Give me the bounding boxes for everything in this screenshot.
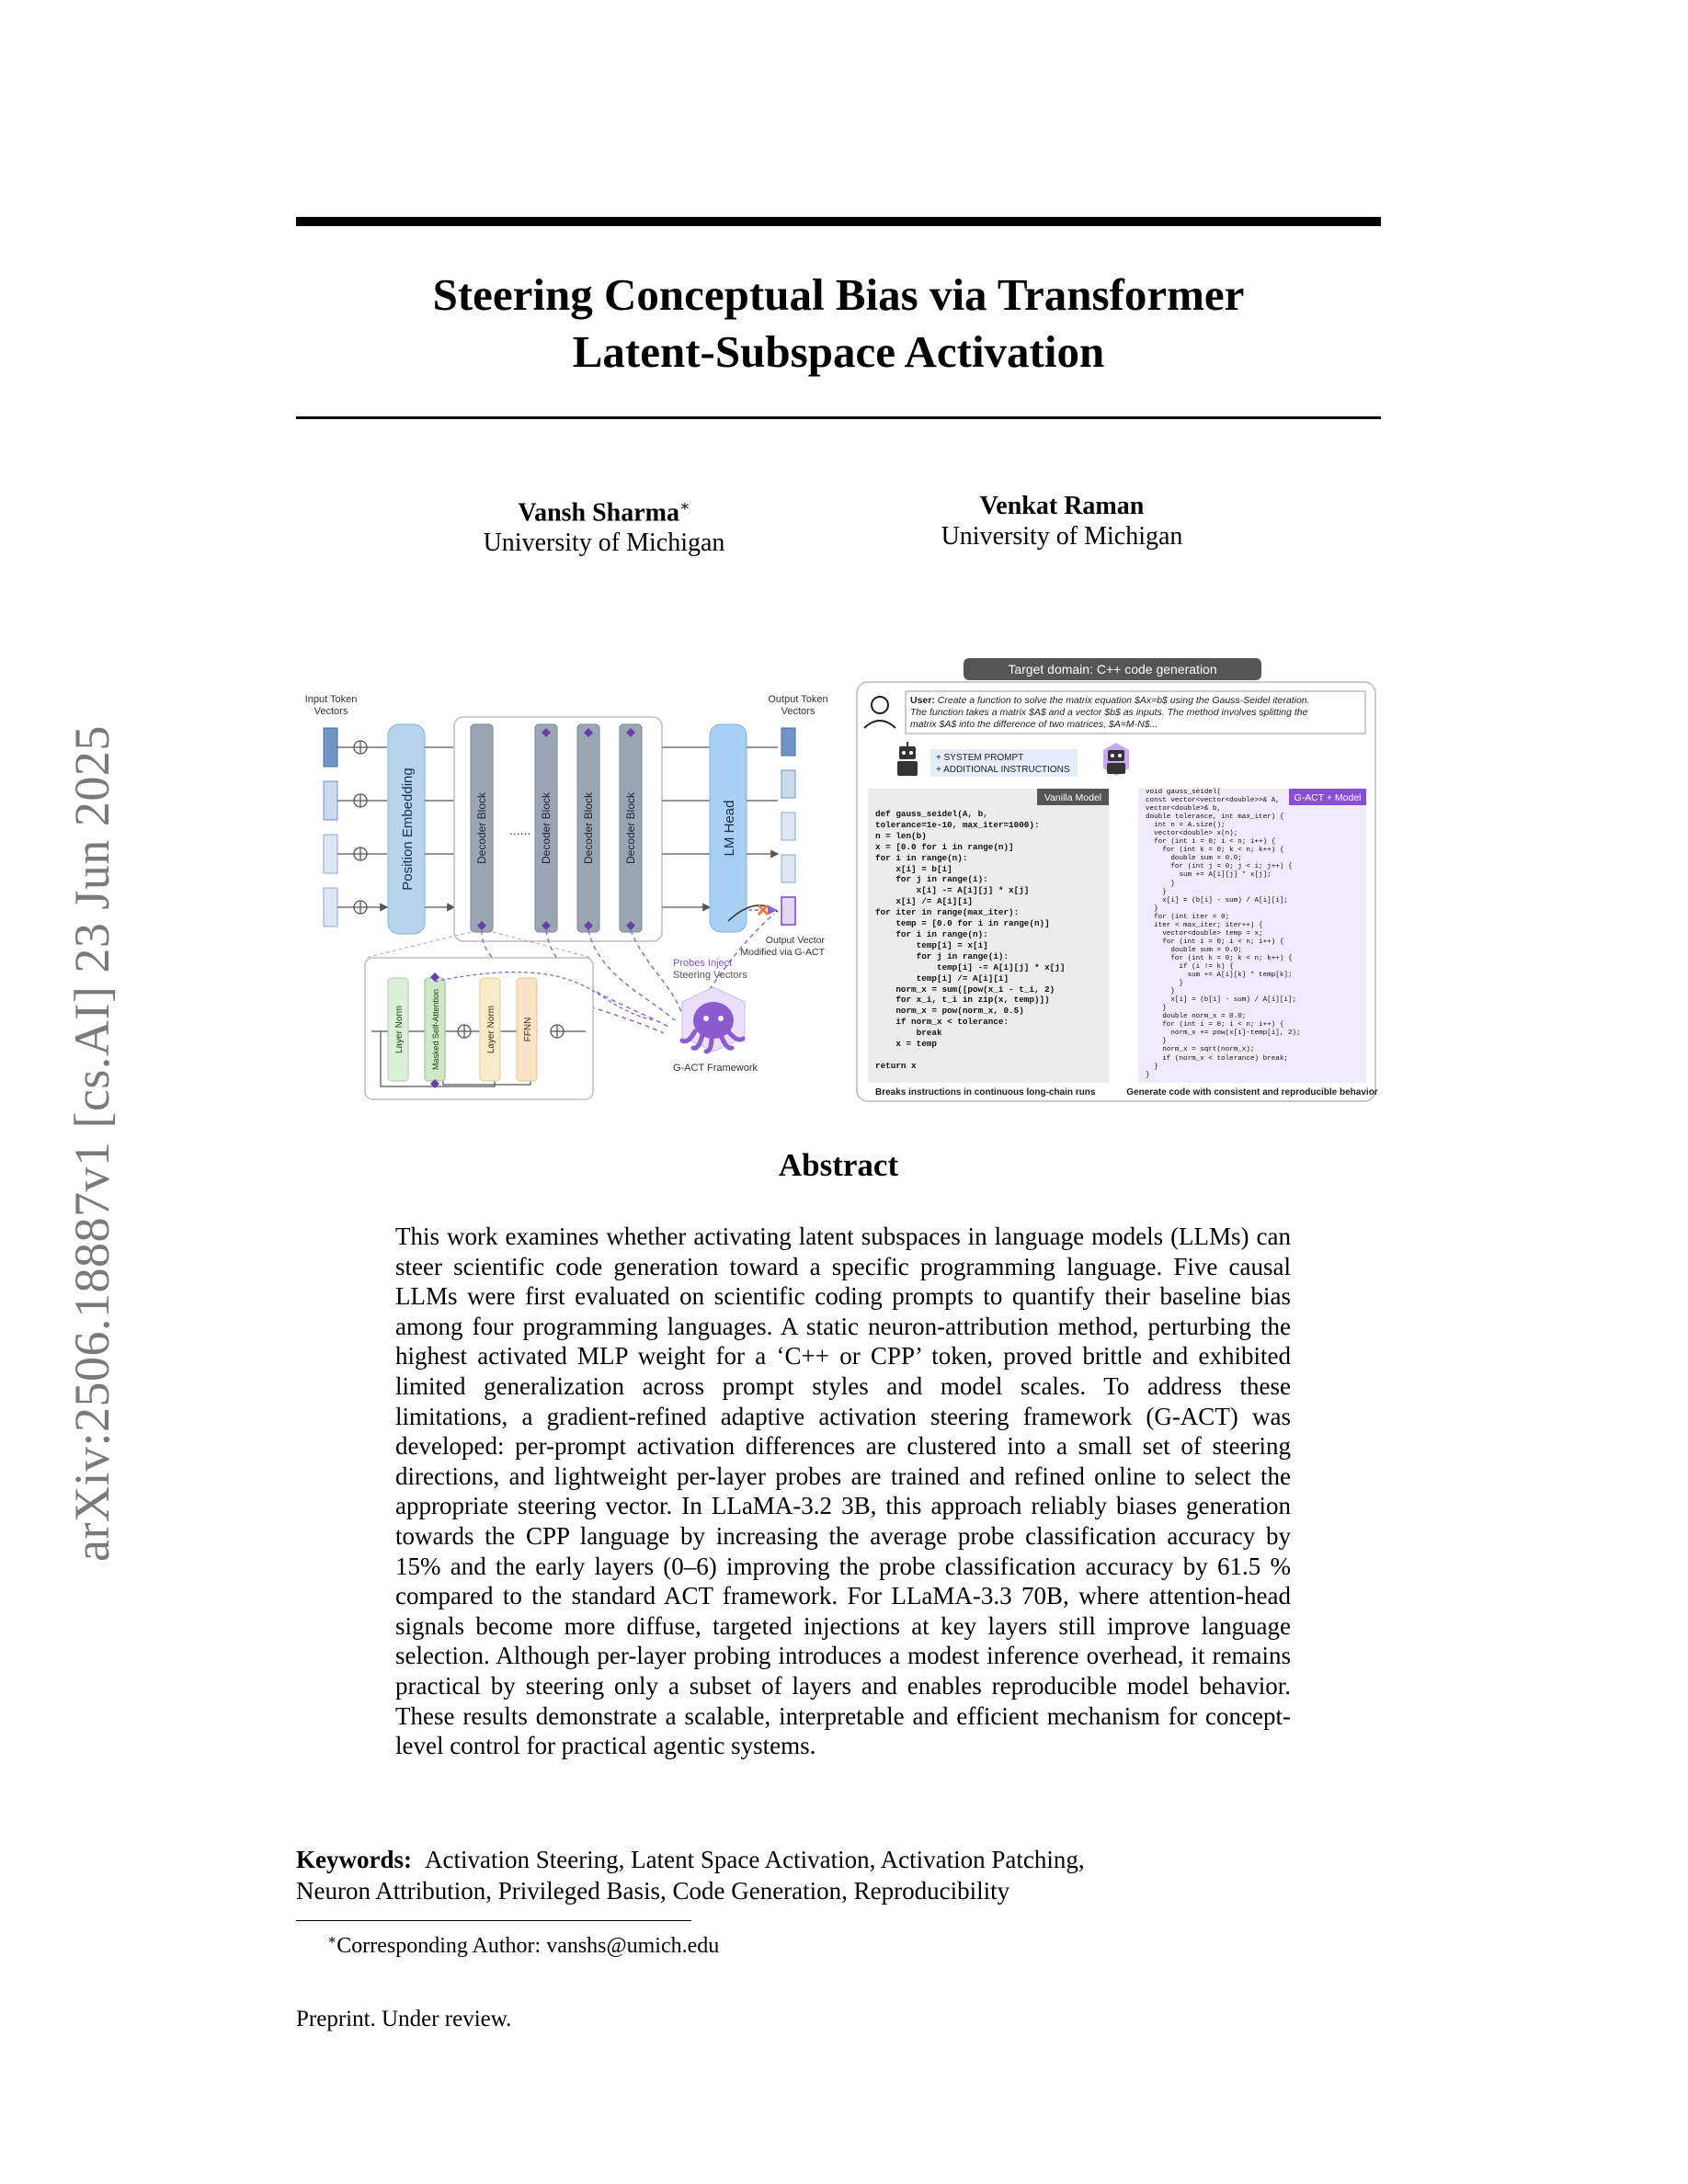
code-line: x = [0.0 for i in range(n)] xyxy=(875,841,1014,852)
output-modified-2: Modified via G-ACT xyxy=(740,947,825,958)
code-line: const vector<vector<double>>& A, xyxy=(1146,797,1280,805)
arxiv-side-label: arXiv:2506.18887v1 [cs.AI] 23 Jun 2025 xyxy=(64,725,120,1562)
code-line: for i in range(n): xyxy=(875,852,968,863)
code-line: } xyxy=(1146,988,1175,996)
keywords xyxy=(296,1844,1215,1906)
additional-instructions-label: + ADDITIONAL INSTRUCTIONS xyxy=(936,765,1070,775)
code-line: } xyxy=(1146,888,1167,896)
title-line-2: Latent-Subspace Activation xyxy=(572,326,1105,377)
code-line: x[i] = (b[i] - sum) / A[i][i]; xyxy=(1146,896,1288,904)
code-line: return x xyxy=(875,1060,917,1071)
code-line: for x_i, t_i in zip(x, temp)]) xyxy=(875,995,1050,1006)
author-mark: ∗ xyxy=(679,497,690,515)
probes-label-2: Steering Vectors xyxy=(673,970,747,981)
footnote-rule xyxy=(296,1920,691,1921)
gact-code xyxy=(1146,789,1301,1080)
code-line: sum += A[i][k] * temp[k]; xyxy=(1146,972,1293,980)
framework-label: G-ACT Framework xyxy=(672,1063,758,1074)
layer-norm-label: Layer Norm xyxy=(394,1005,405,1054)
input-vector xyxy=(324,835,337,873)
code-line: x[i] = (b[i] - sum) / A[i][i]; xyxy=(1146,996,1297,1005)
title-line-1: Steering Conceptual Bias via Transformer xyxy=(432,269,1245,320)
code-line: norm_x += pow(x[i]-temp[i], 2); xyxy=(1146,1029,1301,1038)
code-line: temp[i] = x[i] xyxy=(875,939,988,950)
user-prompt-line-2: The function takes a matrix $A$ and a vector $b$ as inputs. The method involves splitting the xyxy=(910,707,1308,718)
code-line: temp[i] -= A[i][j] * x[j] xyxy=(875,961,1066,973)
code-line: double sum = 0.0; xyxy=(1146,946,1242,954)
code-line: for (int j = 0; j < i; j++) { xyxy=(1146,863,1293,871)
input-vector xyxy=(324,728,337,767)
footnote-mark: ∗ xyxy=(327,1933,337,1948)
vanilla-code xyxy=(875,809,1065,1072)
code-line: if norm_x < tolerance: xyxy=(875,1017,1009,1028)
lm-head-label: LM Head xyxy=(722,800,737,857)
author-name: Venkat Raman xyxy=(979,492,1145,520)
paper-title xyxy=(296,267,1381,381)
code-line: double tolerance, int max_iter) { xyxy=(1146,813,1284,822)
code-line: vector<double> temp = x; xyxy=(1146,929,1263,938)
system-prompt-label: + SYSTEM PROMPT xyxy=(936,753,1024,763)
output-vector xyxy=(781,770,795,798)
output-label-2: Vectors xyxy=(781,706,815,717)
decoder-block-label: Decoder Block xyxy=(624,791,637,865)
code-line: n = len(b) xyxy=(875,830,927,841)
code-line xyxy=(875,1050,1065,1061)
author-name: Vansh Sharma xyxy=(518,498,680,528)
code-line: for i in range(n): xyxy=(875,928,988,939)
decoder-block-label: Decoder Block xyxy=(540,791,553,865)
title-bottom-rule xyxy=(296,416,1381,419)
code-line: for iter in range(max_iter): xyxy=(875,907,1020,918)
code-line: temp[i] /= A[i][i] xyxy=(875,973,1009,984)
domain-label: Target domain: C++ code generation xyxy=(1008,662,1217,677)
code-line: if (norm_x < tolerance) break; xyxy=(1146,1054,1288,1063)
masked-attention-label: Masked Self-Attention xyxy=(431,988,440,1071)
input-label-2: Vectors xyxy=(314,706,348,717)
code-line: for (int k = 0; k < n; k++) { xyxy=(1146,847,1284,855)
code-line: } xyxy=(1146,1005,1167,1013)
code-line: for (int k = 0; k < n; k++) { xyxy=(1146,954,1293,962)
keywords-label: Keywords: xyxy=(296,1846,412,1873)
code-line: } xyxy=(1146,1038,1167,1046)
code-line: temp = [0.0 for i in range(n)] xyxy=(875,918,1050,929)
output-vector xyxy=(781,813,795,840)
code-line: } xyxy=(1146,980,1184,988)
position-embedding-label: Position Embedding xyxy=(400,768,416,891)
author-1 xyxy=(393,491,815,558)
code-line: double sum = 0.0; xyxy=(1146,855,1242,863)
input-label-1: Input Token xyxy=(304,694,358,705)
code-line: vector<double> x(n); xyxy=(1146,830,1238,838)
code-line: vector<double>& b, xyxy=(1146,805,1222,813)
decoder-block-label: Decoder Block xyxy=(475,791,488,865)
code-line: tolerance=1e-10, max_iter=1000): xyxy=(875,819,1040,830)
output-vector xyxy=(781,855,795,882)
code-line: for j in range(i): xyxy=(875,874,988,885)
output-modified-1: Output Vector xyxy=(765,935,825,946)
author-2 xyxy=(850,491,1273,552)
ffnn-label: FFNN xyxy=(523,1017,533,1042)
code-line: x[i] -= A[i][j] * x[j] xyxy=(875,885,1030,896)
code-line: x[i] /= A[i][i] xyxy=(875,896,974,907)
vanilla-label: Vanilla Model xyxy=(1044,792,1102,803)
robot-icon xyxy=(897,742,918,776)
code-line: break xyxy=(875,1028,942,1039)
probes-label-1: Probes Inject xyxy=(673,958,733,969)
decoder-block-label: Decoder Block xyxy=(582,791,595,865)
code-line: } xyxy=(1146,880,1175,888)
code-line: norm_x = pow(norm_x, 0.5) xyxy=(875,1006,1024,1017)
code-line: for (int i = 0; i < n; i++) { xyxy=(1146,938,1284,946)
blocked-cross-icon xyxy=(758,905,768,915)
layer-norm-label: Layer Norm xyxy=(486,1005,496,1054)
gact-label: G-ACT + Model xyxy=(1294,792,1362,803)
author-affiliation: University of Michigan xyxy=(941,522,1183,551)
code-line: for j in range(i): xyxy=(875,950,1009,961)
code-line: x[i] = b[i] xyxy=(875,863,952,874)
preprint-note: Preprint. Under review. xyxy=(296,2007,512,2031)
overview-figure xyxy=(296,654,1381,1105)
code-line: for (int iter = 0; xyxy=(1146,913,1230,921)
footnote-text: Corresponding Author: vanshs@umich.edu xyxy=(336,1934,720,1958)
code-line: double norm_x = 0.0; xyxy=(1146,1013,1247,1021)
code-line: } xyxy=(1146,1063,1158,1071)
code-line: } xyxy=(1146,1071,1150,1079)
abstract-text: This work examines whether activating latent subspaces in language models (LLMs) can steer scientific code generation toward a specific programming language. Five causal LLMs were first evaluated on scientific coding prompts to quantify their baseline bias among four programming languages. A static neuron-attribution method, perturbing the highest activated MLP weight for a ‘C++ or CPP’ token, proved brittle and exhibited limited generalization across prompt styles and model scales. To address these limitations, a gradient-refined adaptive activation steering framework (G-ACT) was developed: per-prompt activation differences are clustered into a small set of steering directions, and lightweight per-layer probes are trained and refined online to select the appropriate steering vector. In LLaMA-3.2 3B, this approach reliably biases generation towards the CPP language by increasing the average probe classification accuracy by 15% and the early layers (0–6) improving the probe classification accuracy by 61.5 % compared to the standard ACT framework. For LLaMA-3.3 70B, where attention-head signals become more diffuse, targeted injections at key layers still improve language selection. Although per-layer probing introduces a modest inference overhead, it remains practical by steering only a subset of layers and enables reproducible model behavior. These results demonstrate a scalable, interpretable and efficient mechanism for concept-level control for practical agentic systems. xyxy=(395,1223,1291,1760)
code-line: int n = A.size(); xyxy=(1146,822,1226,830)
code-line: for (int i = 0; i < n; i++) { xyxy=(1146,838,1276,847)
input-vector xyxy=(324,781,337,820)
abstract-body xyxy=(395,1222,1291,1761)
user-prompt-line-3: matrix $A$ into the difference of two matrices, $A=M-N$... xyxy=(910,719,1158,730)
vanilla-caption: Breaks instructions in continuous long-chain runs xyxy=(875,1087,1096,1098)
code-line: sum += A[i][j] * x[j]; xyxy=(1146,871,1272,880)
output-vector xyxy=(781,728,795,756)
output-label-1: Output Token xyxy=(768,694,828,705)
octopus-icon xyxy=(682,987,745,1052)
footnote xyxy=(327,1927,719,1960)
decoder-dots: ...... xyxy=(509,823,531,837)
gact-caption: Generate code with consistent and reproducible behavior xyxy=(1126,1087,1378,1098)
code-line: void gauss_seidel( xyxy=(1146,789,1222,796)
title-top-rule xyxy=(296,217,1381,226)
code-line: for (int i = 0; i < n; i++) { xyxy=(1146,1021,1284,1029)
author-affiliation: University of Michigan xyxy=(483,529,725,558)
code-line: x = temp xyxy=(875,1039,937,1050)
code-line: norm_x = sum([pow(x_i - t_i, 2) xyxy=(875,984,1055,995)
input-vector xyxy=(324,888,337,927)
abstract-heading: Abstract xyxy=(778,1147,899,1183)
code-line: if (i != k) { xyxy=(1146,962,1234,971)
code-line: def gauss_seidel(A, b, xyxy=(875,809,988,819)
keywords-line-2: Neuron Attribution, Privileged Basis, Code Generation, Reproducibility xyxy=(296,1877,1010,1905)
keywords-line-1: Activation Steering, Latent Space Activation, Activation Patching, xyxy=(424,1846,1085,1873)
code-line: norm_x = sqrt(norm_x); xyxy=(1146,1046,1255,1054)
code-line: } xyxy=(1146,904,1158,913)
output-vector-modified xyxy=(781,897,795,925)
code-line: iter < max_iter; iter++) { xyxy=(1146,921,1263,929)
user-prompt-line-1: User: Create a function to solve the matrix equation $Ax=b$ using the Gauss-Seidel iteration. xyxy=(910,695,1310,706)
